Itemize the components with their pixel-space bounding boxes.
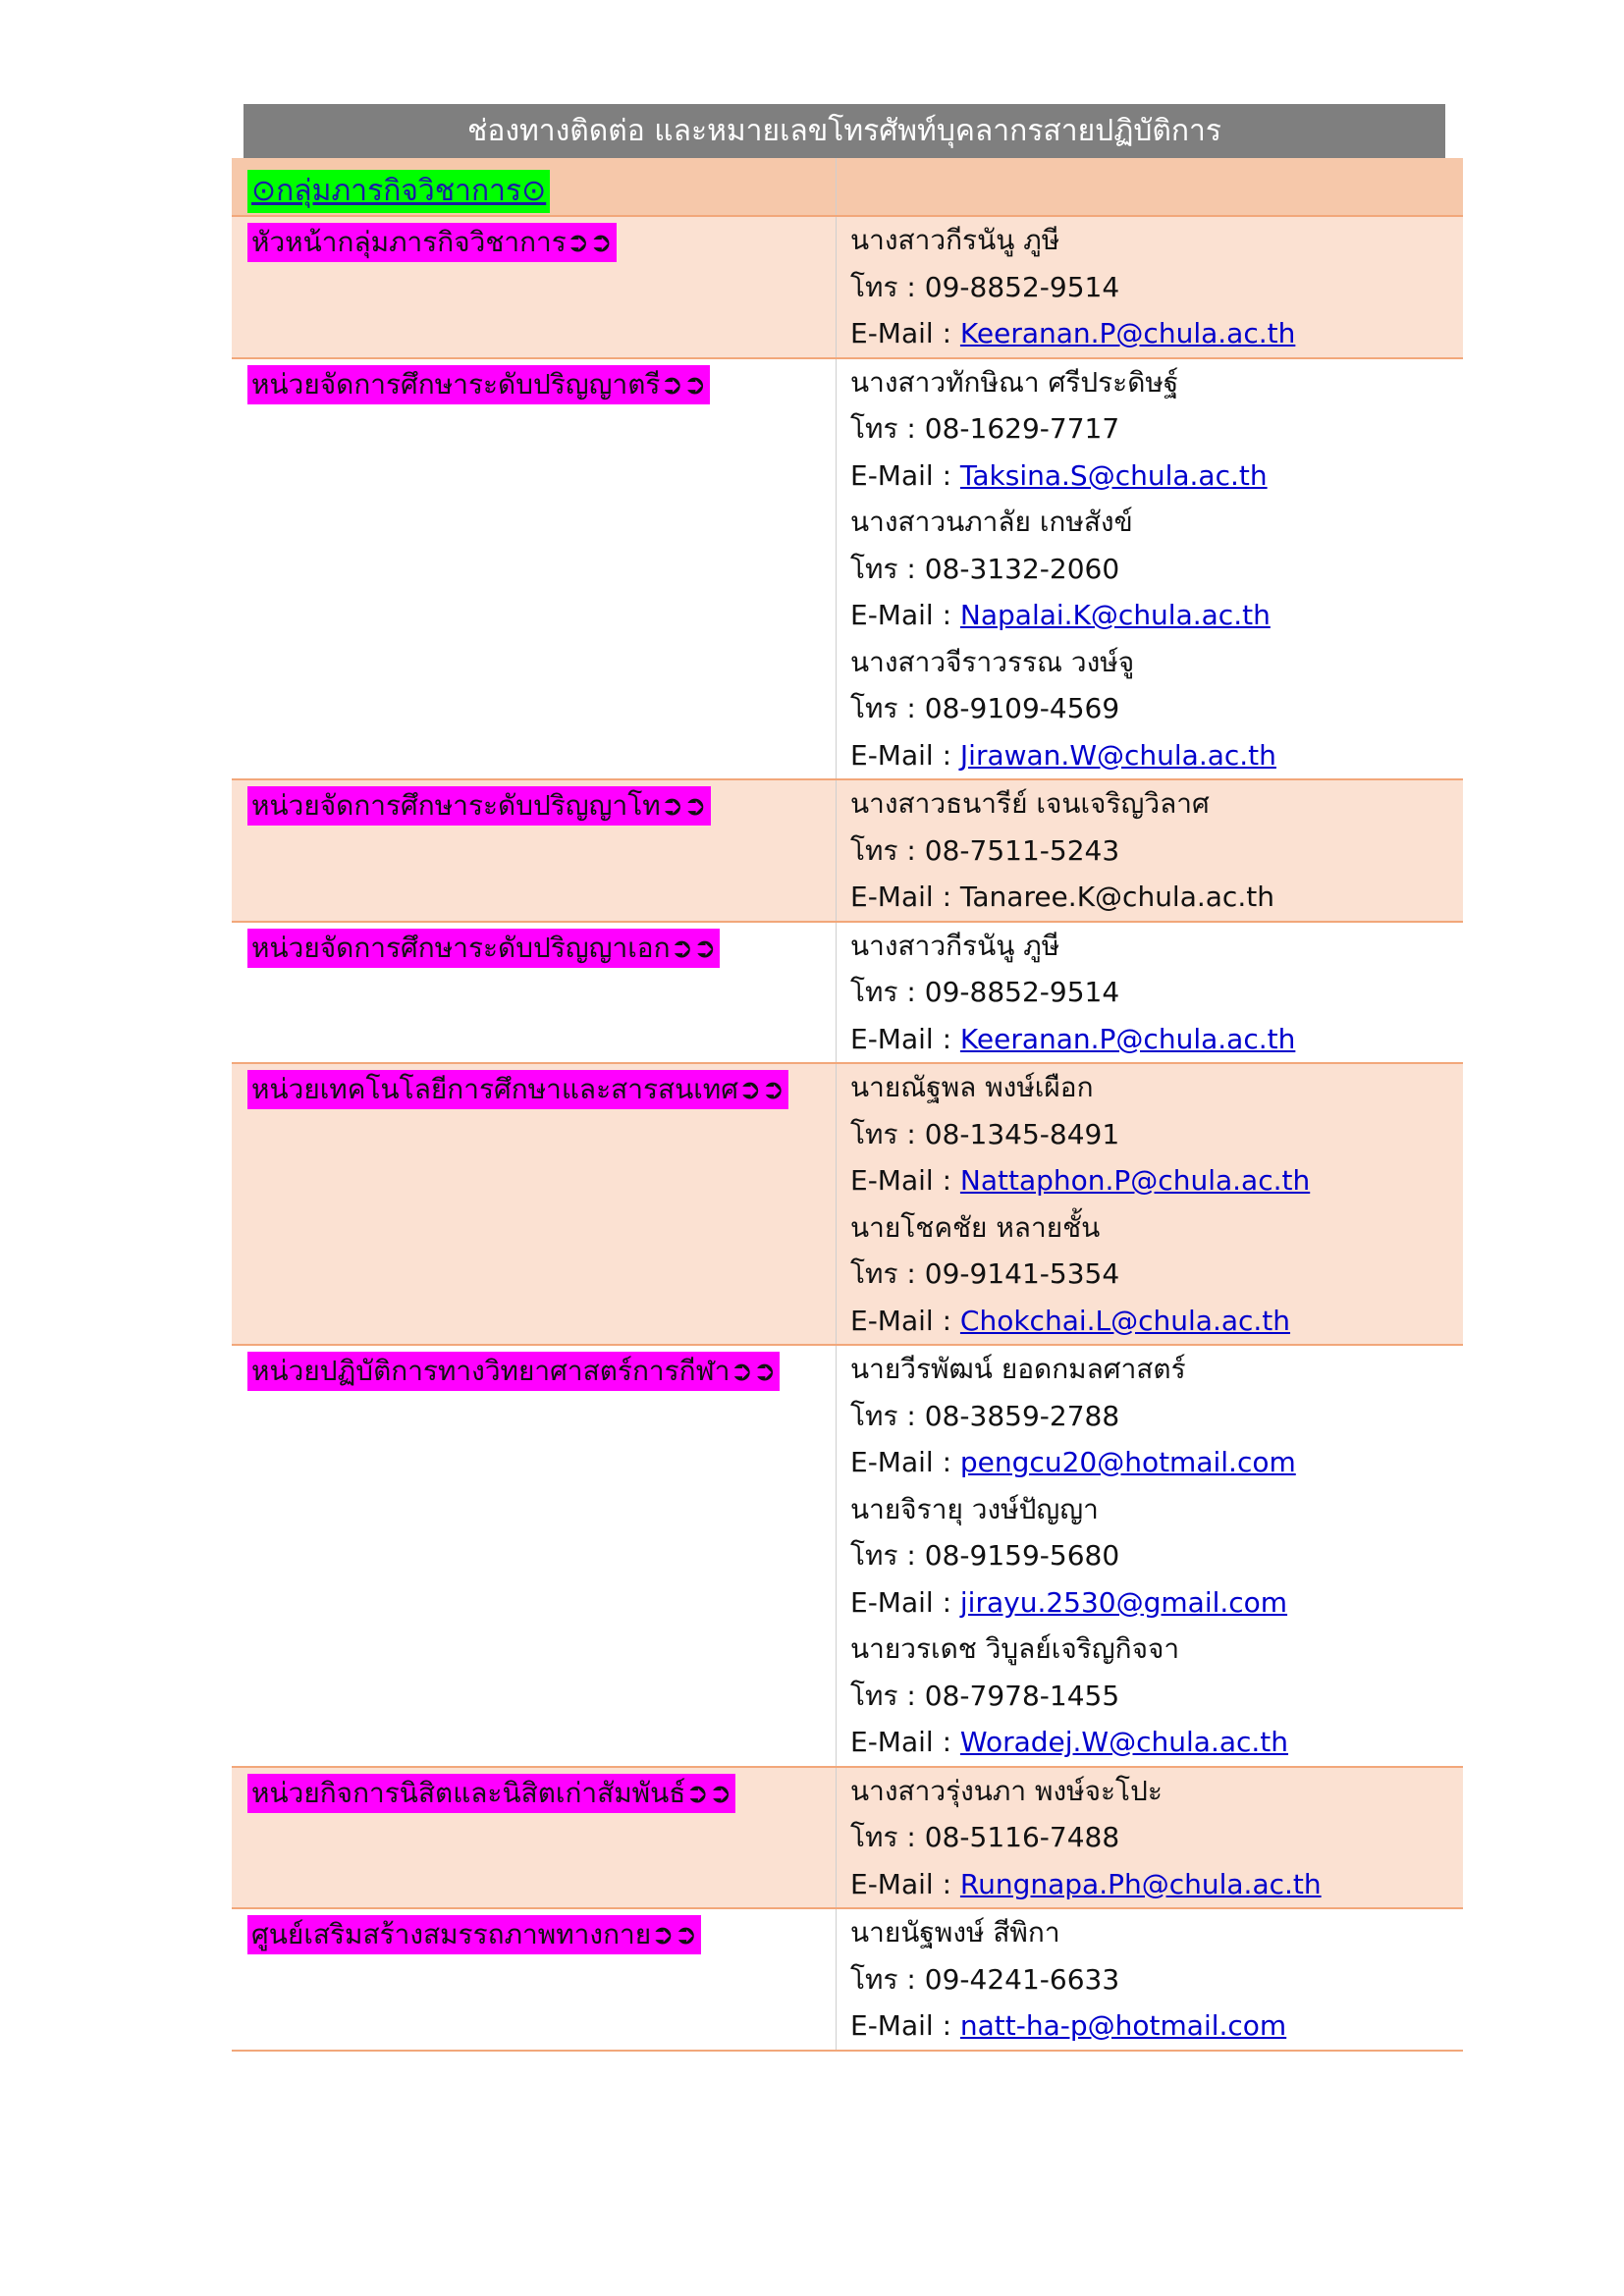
email-link[interactable]: jirayu.2530@gmail.com: [959, 1585, 1288, 1619]
email-link[interactable]: pengcu20@hotmail.com: [959, 1446, 1296, 1478]
group-label: ⊙กลุ่มภารกิจวิชาการ⊙: [247, 170, 550, 213]
contact-email-line: [850, 1579, 1463, 1627]
phone-label: โทร :: [850, 833, 925, 867]
email-label: E-Mail :: [850, 1726, 960, 1758]
unit-cell: [232, 359, 837, 779]
contact-phone-line: [850, 264, 1463, 311]
contact-name: นายจิรายุ วงษ์ปัญญา: [850, 1492, 1099, 1525]
contact-cell: [837, 217, 1463, 357]
email-link: Tanaree.K@chula.ac.th: [959, 881, 1274, 913]
email-label: E-Mail :: [850, 317, 960, 349]
email-link[interactable]: Keeranan.P@chula.ac.th: [959, 1022, 1296, 1055]
phone-number: 08-3859-2788: [924, 1399, 1120, 1432]
unit-cell: [232, 923, 837, 1063]
contact-cell: [837, 359, 1463, 779]
contact-phone-line: [850, 1532, 1463, 1579]
phone-label: โทร :: [850, 1962, 925, 1996]
email-label: E-Mail :: [850, 1446, 960, 1478]
contact-email-line: [850, 1719, 1463, 1766]
unit-label: หัวหน้ากลุ่มภารกิจวิชาการ➲➲: [247, 223, 617, 262]
phone-number: 09-4241-6633: [924, 1962, 1120, 1996]
phone-label: โทร :: [850, 976, 925, 1008]
contact-email-line: [850, 310, 1463, 357]
contact-phone-line: [850, 1393, 1463, 1440]
group-header-row: [232, 158, 1463, 217]
email-label: E-Mail :: [850, 881, 960, 913]
email-link[interactable]: natt-ha-p@hotmail.com: [959, 2009, 1287, 2042]
unit-cell: [232, 1768, 837, 1908]
contact-phone-line: [850, 405, 1463, 453]
contact-email-line: [850, 453, 1463, 500]
contact-name: นายวรเดช วิบูลย์เจริญกิจจา: [850, 1632, 1180, 1665]
email-label: E-Mail :: [850, 1304, 960, 1337]
contact-email-line: [850, 592, 1463, 639]
contact-email-line: [850, 732, 1463, 779]
contact-cell: [837, 923, 1463, 1063]
phone-label: โทร :: [850, 412, 925, 445]
email-label: E-Mail :: [850, 1022, 960, 1055]
email-link[interactable]: Chokchai.L@chula.ac.th: [959, 1304, 1291, 1337]
contact-phone-line: [850, 969, 1463, 1016]
contact-name: นางสาวจีราวรรณ วงษ์จู: [850, 645, 1135, 678]
section-row: [232, 923, 1463, 1065]
email-label: E-Mail :: [850, 458, 960, 492]
contact-phone-line: [850, 1111, 1463, 1158]
contact-name: นางสาวนภาลัย เกษสังข์: [850, 506, 1133, 538]
phone-label: โทร :: [850, 1399, 925, 1432]
unit-cell: [232, 1346, 837, 1766]
contact-phone-line: [850, 1956, 1463, 2003]
email-link[interactable]: Jirawan.W@chula.ac.th: [959, 738, 1276, 772]
unit-label: ศูนย์เสริมสร้างสมรรถภาพทางกาย➲➲: [247, 1915, 701, 1954]
contact-phone-line: [850, 1673, 1463, 1720]
contact-name: นางสาวรุ่งนภา พงษ์จะโปะ: [850, 1774, 1163, 1807]
email-link[interactable]: Nattaphon.P@chula.ac.th: [959, 1164, 1311, 1197]
contact-phone-line: [850, 685, 1463, 732]
phone-number: 08-9109-4569: [924, 692, 1120, 724]
contact-email-line: [850, 1016, 1463, 1063]
contact-table: [232, 104, 1463, 2052]
contact-name: นายวีรพัฒน์ ยอดกมลศาสตร์: [850, 1353, 1186, 1385]
unit-cell: [232, 217, 837, 357]
phone-label: โทร :: [850, 270, 925, 303]
phone-number: 09-9141-5354: [924, 1257, 1120, 1290]
contact-name: นางสาวกีรนันู ภูษี: [850, 224, 1060, 256]
section-row: [232, 1064, 1463, 1346]
contact-phone-line: [850, 546, 1463, 593]
unit-cell: [232, 1909, 837, 2050]
contact-email-line: [850, 1439, 1463, 1486]
phone-number: 08-5116-7488: [924, 1821, 1120, 1853]
section-row: [232, 1346, 1463, 1768]
email-link[interactable]: Keeranan.P@chula.ac.th: [959, 317, 1296, 349]
contact-cell: [837, 1909, 1463, 2050]
unit-cell: [232, 780, 837, 921]
contact-cell: [837, 1346, 1463, 1766]
email-link[interactable]: Woradej.W@chula.ac.th: [959, 1726, 1289, 1758]
email-label: E-Mail :: [850, 1585, 960, 1619]
email-link[interactable]: Rungnapa.Ph@chula.ac.th: [959, 1867, 1322, 1900]
contact-phone-line: [850, 828, 1463, 875]
section-row: [232, 217, 1463, 359]
page-title: ช่องทางติดต่อ และหมายเลขโทรศัพท์บุคลากรสายปฏิบัติการ: [244, 104, 1445, 158]
phone-number: 08-7978-1455: [924, 1679, 1120, 1712]
unit-label: หน่วยปฏิบัติการทางวิทยาศาสตร์การกีฬา➲➲: [247, 1352, 780, 1391]
section-row: [232, 780, 1463, 923]
section-row: [232, 1909, 1463, 2052]
contact-email-line: [850, 2002, 1463, 2050]
contact-cell: [837, 780, 1463, 921]
phone-number: 09-8852-9514: [924, 976, 1120, 1008]
contact-cell: [837, 1768, 1463, 1908]
phone-label: โทร :: [850, 552, 925, 585]
contact-email-line: [850, 1861, 1463, 1908]
contact-phone-line: [850, 1814, 1463, 1861]
group-header-empty-cell: [837, 158, 1463, 215]
group-header-cell: [232, 158, 837, 215]
contact-name: นางสาวธนารีย์ เจนเจริญวิลาศ: [850, 787, 1210, 820]
contact-name: นางสาวกีรนันู ภูษี: [850, 929, 1060, 962]
unit-label: หน่วยจัดการศึกษาระดับปริญญาตรี➲➲: [247, 365, 710, 404]
phone-number: 08-1345-8491: [924, 1117, 1120, 1150]
email-label: E-Mail :: [850, 1164, 960, 1197]
contact-email-line: [850, 1298, 1463, 1345]
contact-name: นางสาวทักษิณา ศรีประดิษฐ์: [850, 365, 1179, 399]
phone-label: โทร :: [850, 1257, 925, 1290]
phone-label: โทร :: [850, 1539, 925, 1572]
section-row: [232, 1768, 1463, 1910]
unit-label: หน่วยกิจการนิสิตและนิสิตเก่าสัมพันธ์➲➲: [247, 1774, 735, 1813]
contact-email-line: [850, 874, 1463, 921]
contact-phone-line: [850, 1251, 1463, 1298]
phone-number: 08-1629-7717: [924, 412, 1120, 445]
email-link[interactable]: Taksina.S@chula.ac.th: [959, 458, 1268, 492]
unit-label: หน่วยเทคโนโลยีการศึกษาและสารสนเทศ➲➲: [247, 1070, 788, 1109]
unit-label: หน่วยจัดการศึกษาระดับปริญญาโท➲➲: [247, 786, 711, 826]
contact-name: นายโชคชัย หลายชั้น: [850, 1210, 1101, 1244]
email-label: E-Mail :: [850, 599, 960, 631]
email-label: E-Mail :: [850, 738, 960, 772]
contact-email-line: [850, 1157, 1463, 1204]
section-rows: [232, 217, 1463, 2052]
phone-number: 08-7511-5243: [924, 833, 1120, 867]
email-label: E-Mail :: [850, 1867, 960, 1900]
phone-number: 09-8852-9514: [924, 270, 1120, 303]
section-row: [232, 359, 1463, 781]
contact-name: นายนัฐพงษ์ สีพิกา: [850, 1916, 1060, 1949]
phone-number: 08-9159-5680: [924, 1539, 1120, 1572]
phone-label: โทร :: [850, 1821, 925, 1853]
phone-label: โทร :: [850, 1117, 925, 1150]
unit-cell: [232, 1064, 837, 1344]
phone-number: 08-3132-2060: [924, 552, 1120, 585]
unit-label: หน่วยจัดการศึกษาระดับปริญญาเอก➲➲: [247, 929, 720, 968]
contact-cell: [837, 1064, 1463, 1344]
phone-label: โทร :: [850, 1679, 925, 1712]
phone-label: โทร :: [850, 692, 925, 724]
contact-name: นายณัฐพล พงษ์เผือก: [850, 1071, 1094, 1103]
email-link[interactable]: Napalai.K@chula.ac.th: [959, 599, 1271, 631]
email-label: E-Mail :: [850, 2009, 960, 2042]
